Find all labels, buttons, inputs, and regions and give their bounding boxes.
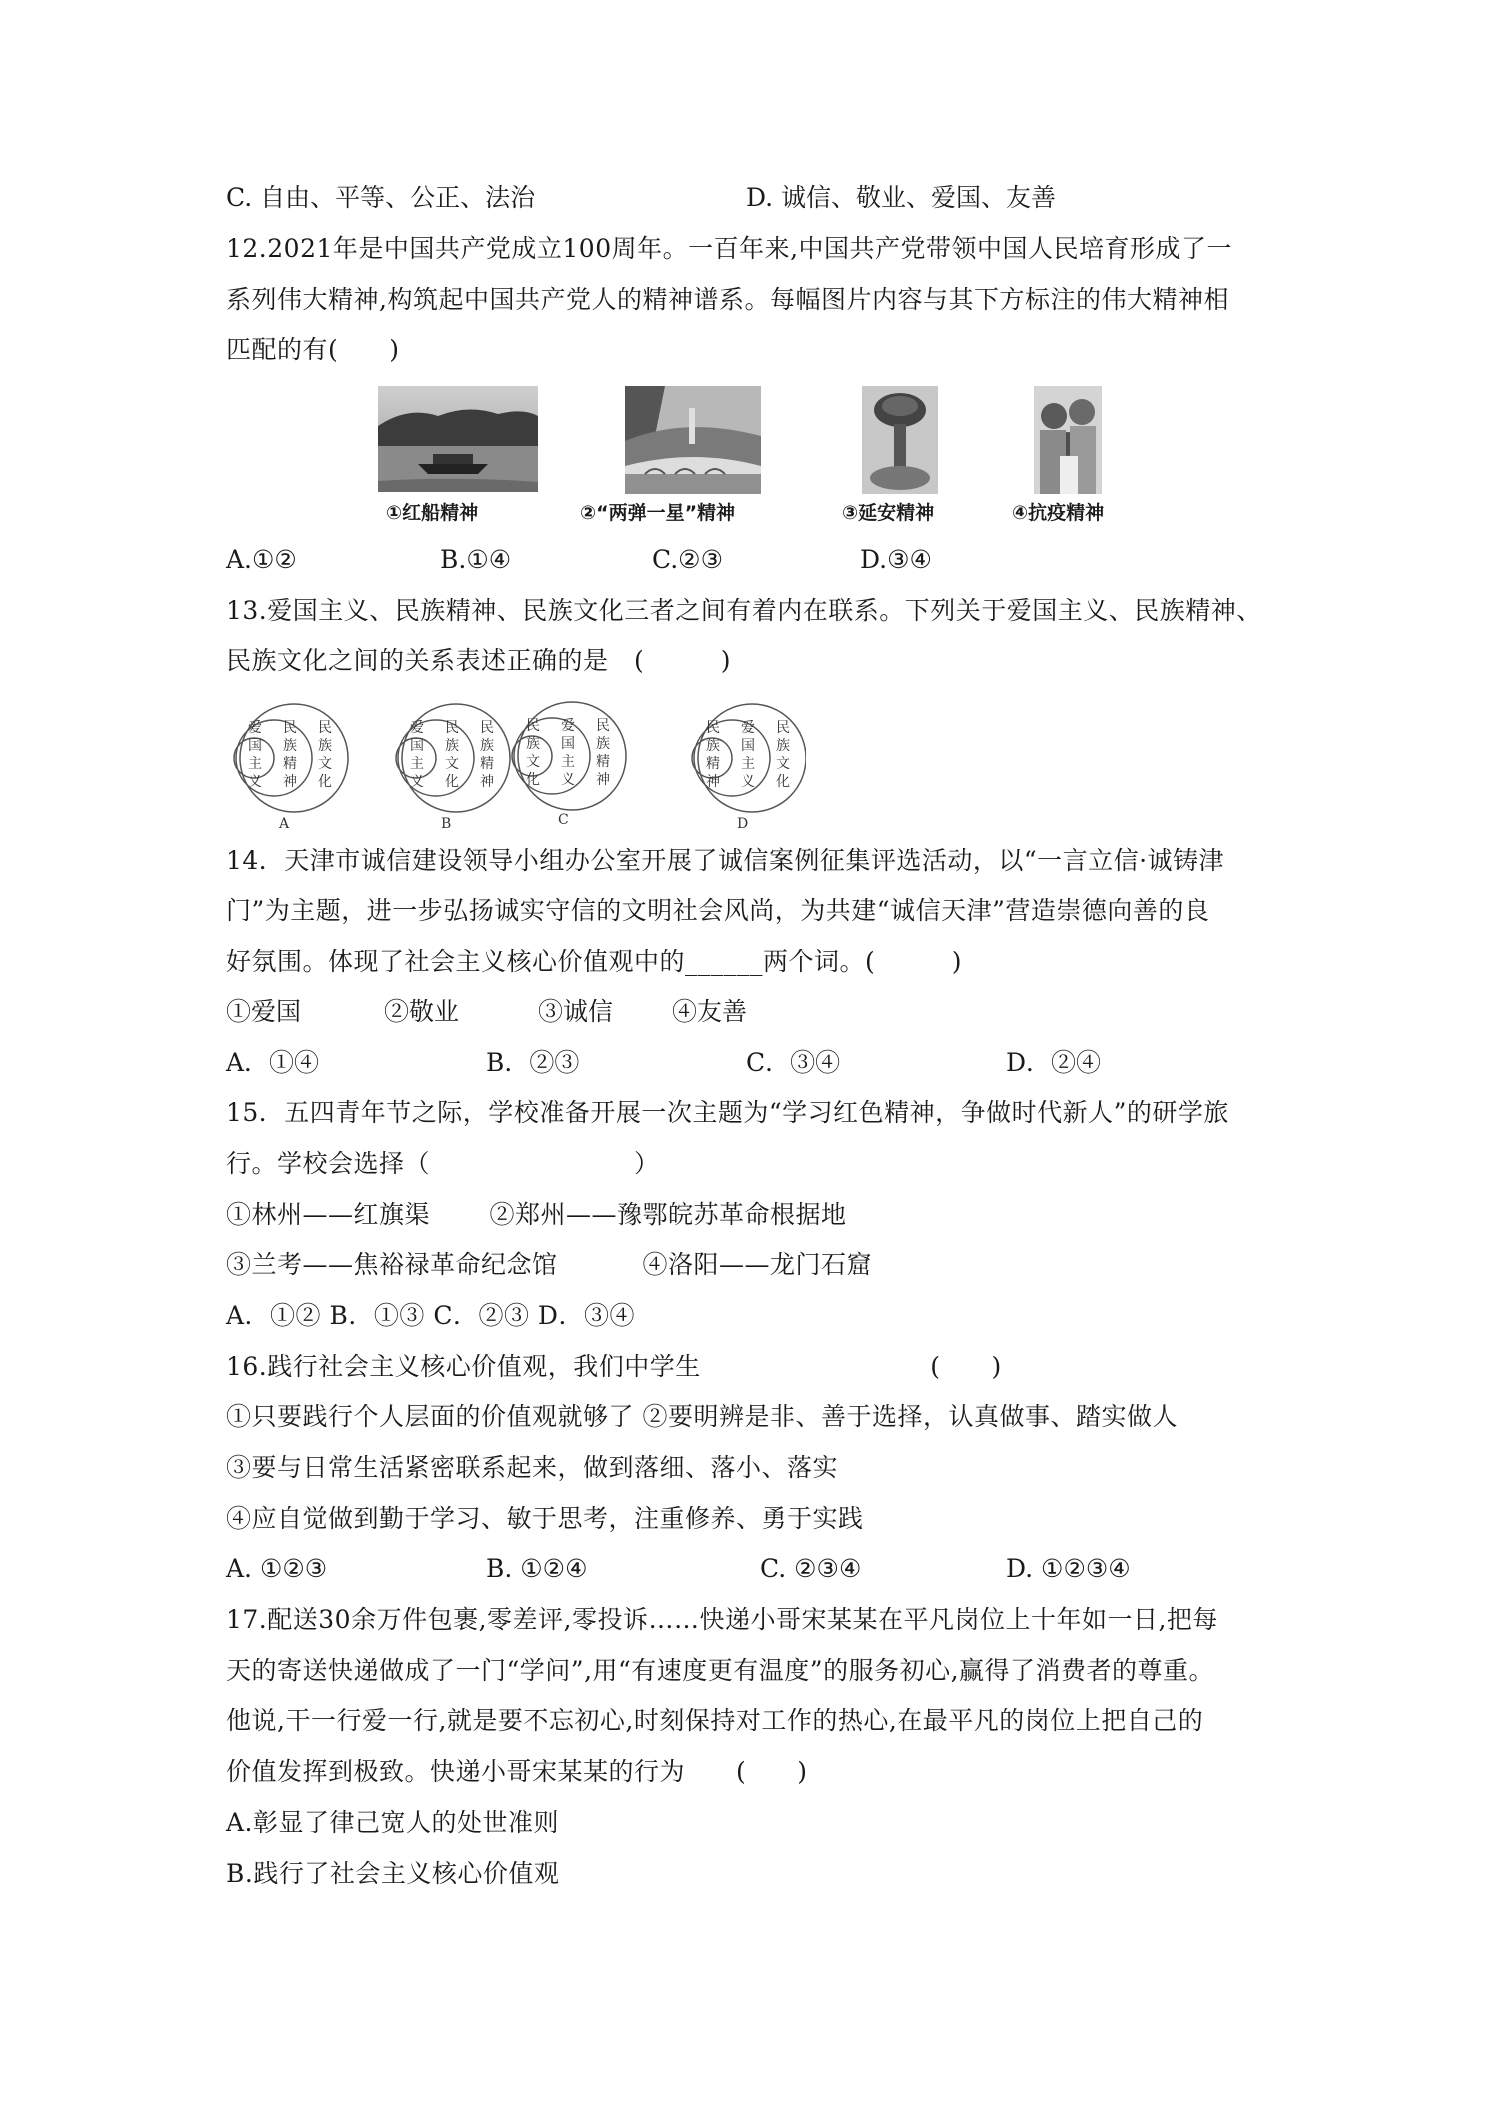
venn-b-middle-3: 文 (445, 756, 459, 772)
q12-stem-line-1: 12.2021年是中国共产党成立100周年。一百年来,中国共产党带领中国人民培育形成了一 (226, 234, 1233, 263)
q14-item-3: ③诚信 (538, 997, 614, 1026)
venn-c-inner-3: 文 (526, 754, 540, 770)
q14-item-1: ①爱国 (226, 997, 302, 1026)
venn-a-outer-4: 化 (318, 774, 332, 790)
venn-b-inner-3: 主 (410, 756, 424, 772)
q15-options: A．①② B．①③ C．②③ D．③④ (226, 1301, 635, 1330)
venn-d-outer-1: 民 (776, 720, 790, 736)
red-boat-photo (378, 386, 538, 492)
venn-d-inner-1: 民 (706, 720, 720, 736)
q12-option-d: D.③④ (860, 545, 932, 574)
q14-stem-line-2: 门”为主题，进一步弘扬诚实守信的文明社会风尚，为共建“诚信天津”营造崇德向善的良 (226, 896, 1210, 925)
q16-option-a: A. ①②③ (226, 1554, 328, 1583)
venn-b-outer-2: 族 (480, 738, 494, 754)
q16-option-d: D. ①②③④ (1006, 1554, 1131, 1583)
q13-stem-line-1: 13.爱国主义、民族精神、民族文化三者之间有着内在联系。下列关于爱国主义、民族精神、 (226, 596, 1262, 625)
venn-c-middle-2: 国 (561, 736, 575, 752)
q14-item-2: ②敬业 (384, 997, 460, 1026)
q13-diagrams (226, 700, 806, 835)
venn-d-outer-3: 文 (776, 756, 790, 772)
venn-a-inner-4: 义 (248, 774, 262, 790)
q17-option-b: B.践行了社会主义核心价值观 (226, 1859, 560, 1888)
venn-d-middle-1: 爱 (741, 720, 755, 736)
caption-red-boat: ①红船精神 (386, 502, 479, 524)
venn-a-outer-1: 民 (318, 720, 332, 736)
q17-stem-line-1: 17.配送30余万件包裹,零差评,零投诉……快递小哥宋某某在平凡岗位上十年如一日,把每 (226, 1605, 1218, 1634)
venn-c-outer-1: 民 (596, 718, 610, 734)
venn-a-inner-2: 国 (248, 738, 262, 754)
venn-b-inner-2: 国 (410, 738, 424, 754)
monument-bridge-photo (625, 386, 761, 494)
venn-diagram-a (234, 704, 348, 832)
venn-d-inner-4: 神 (706, 774, 720, 790)
venn-diagram-d (692, 704, 806, 832)
venn-c-outer-4: 神 (596, 772, 610, 788)
venn-b-label: B (441, 816, 452, 832)
q12-stem-line-3: 匹配的有( ) (226, 335, 400, 364)
venn-c-outer-2: 族 (596, 736, 610, 752)
q17-option-a: A.彰显了律己宽人的处世准则 (226, 1808, 560, 1837)
venn-c-inner-4: 化 (526, 772, 540, 788)
caption-anti-epidemic: ④抗疫精神 (1012, 502, 1105, 524)
venn-c-outer-3: 精 (596, 754, 610, 770)
venn-a-inner-3: 主 (248, 756, 262, 772)
venn-a-inner-1: 爱 (248, 720, 262, 736)
venn-c-inner-1: 民 (526, 718, 540, 734)
venn-d-outer-2: 族 (776, 738, 790, 754)
q14-option-c: C．③④ (746, 1048, 841, 1077)
venn-a-middle-3: 精 (283, 756, 297, 772)
venn-a-middle-4: 神 (283, 774, 297, 790)
venn-d-label: D (737, 816, 749, 832)
q14-stem-line-1: 14．天津市诚信建设领导小组办公室开展了诚信案例征集评选活动，以“一言立信·诚铸津 (226, 846, 1225, 875)
q12-stem-line-2: 系列伟大精神,构筑起中国共产党人的精神谱系。每幅图片内容与其下方标注的伟大精神相 (226, 285, 1229, 314)
q12-option-b: B.①④ (440, 545, 512, 574)
venn-d-middle-2: 国 (741, 738, 755, 754)
venn-c-label: C (558, 812, 569, 828)
venn-b-middle-1: 民 (445, 720, 459, 736)
q12-option-c: C.②③ (652, 545, 724, 574)
venn-b-middle-2: 族 (445, 738, 459, 754)
q16-items-line-3: ④应自觉做到勤于学习、敏于思考，注重修养、勇于实践 (226, 1504, 864, 1533)
q12-option-a: A.①② (226, 545, 297, 574)
venn-b-inner-4: 义 (410, 774, 424, 790)
venn-a-outer-3: 文 (318, 756, 332, 772)
venn-a-middle-2: 族 (283, 738, 297, 754)
venn-d-inner-3: 精 (706, 756, 720, 772)
venn-diagram-c (512, 702, 626, 828)
venn-d-middle-4: 义 (741, 774, 755, 790)
venn-b-inner-1: 爱 (410, 720, 424, 736)
venn-b-middle-4: 化 (445, 774, 459, 790)
venn-b-outer-4: 神 (480, 774, 494, 790)
venn-b-outer-1: 民 (480, 720, 494, 736)
venn-c-middle-3: 主 (561, 754, 575, 770)
q16-option-b: B. ①②④ (486, 1554, 588, 1583)
q15-stem-line-1: 15．五四青年节之际，学校准备开展一次主题为“学习红色精神，争做时代新人”的研学旅 (226, 1098, 1229, 1127)
q17-stem-line-3: 他说,干一行爱一行,就是要不忘初心,时刻保持对工作的热心,在最平凡的岗位上把自己的 (226, 1706, 1204, 1735)
venn-d-inner-2: 族 (706, 738, 720, 754)
caption-two-bombs: ②“两弹一星”精神 (580, 502, 736, 524)
venn-a-middle-1: 民 (283, 720, 297, 736)
q16-items-line-1: ①只要践行个人层面的价值观就够了 ②要明辨是非、善于选择，认真做事、踏实做人 (226, 1402, 1178, 1431)
q14-option-a: A．①④ (226, 1048, 320, 1077)
q14-item-4: ④友善 (672, 997, 748, 1026)
q16-option-c: C. ②③④ (760, 1554, 862, 1583)
venn-diagram-b (396, 704, 510, 832)
q13-stem-line-2: 民族文化之间的关系表述正确的是 ( ) (226, 646, 732, 675)
q15-stem-line-2: 行。学校会选择（ ） (226, 1149, 660, 1178)
q14-option-d: D．②④ (1006, 1048, 1102, 1077)
q15-items-line-1: ①林州——红旗渠 ②郑州——豫鄂皖苏革命根据地 (226, 1200, 847, 1229)
q17-stem-line-2: 天的寄送快递做成了一门“学问”,用“有速度更有温度”的服务初心,赢得了消费者的尊重。 (226, 1656, 1215, 1685)
venn-d-middle-3: 主 (741, 756, 755, 772)
caption-yanan: ③延安精神 (842, 502, 935, 524)
venn-a-label: A (279, 816, 290, 832)
venn-c-inner-2: 族 (526, 736, 540, 752)
q14-stem-line-3: 好氛围。体现了社会主义核心价值观中的______两个词。( ) (226, 947, 963, 976)
venn-c-middle-4: 义 (561, 772, 575, 788)
q16-stem: 16.践行社会主义核心价值观，我们中学生 ( ) (226, 1352, 1002, 1381)
venn-c-middle-1: 爱 (561, 718, 575, 734)
mushroom-cloud-photo (862, 386, 938, 494)
medical-workers-photo (1034, 386, 1102, 494)
venn-b-outer-3: 精 (480, 756, 494, 772)
venn-a-outer-2: 族 (318, 738, 332, 754)
q15-items-line-2: ③兰考——焦裕禄革命纪念馆 ④洛阳——龙门石窟 (226, 1250, 872, 1279)
q11-option-c: C. 自由、平等、公正、法治 (226, 183, 536, 212)
q11-option-d: D. 诚信、敬业、爱国、友善 (746, 183, 1057, 212)
q14-option-b: B．②③ (486, 1048, 580, 1077)
q16-items-line-2: ③要与日常生活紧密联系起来，做到落细、落小、落实 (226, 1453, 839, 1482)
q17-stem-line-4: 价值发挥到极致。快递小哥宋某某的行为 ( ) (226, 1757, 808, 1786)
venn-d-outer-4: 化 (776, 774, 790, 790)
